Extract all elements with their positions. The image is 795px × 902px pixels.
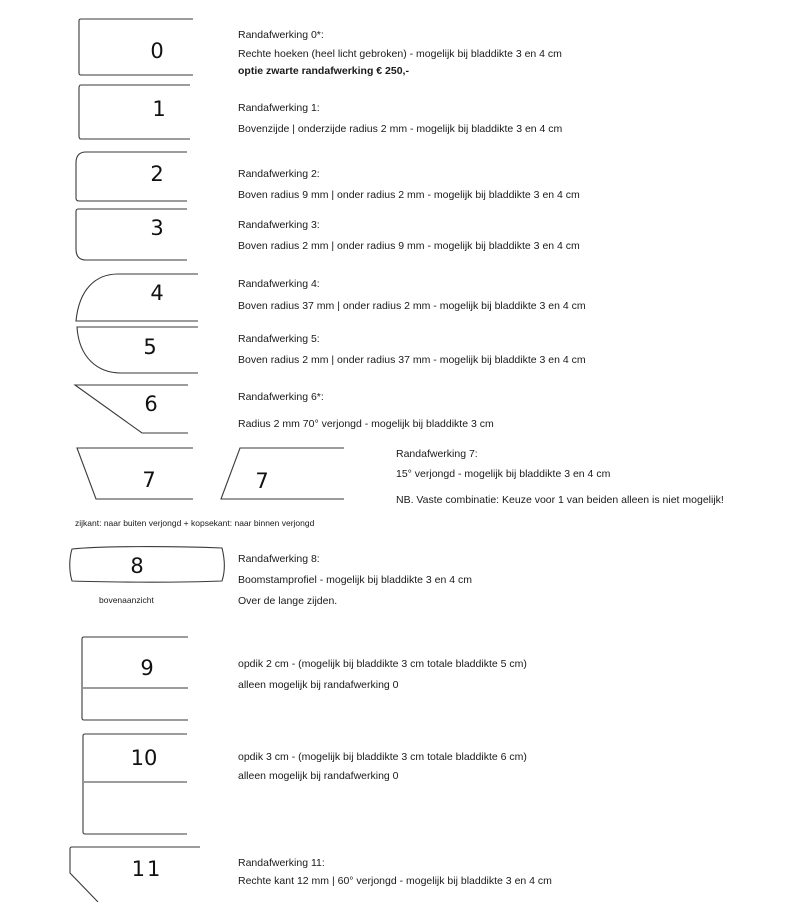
profile-1-description: Bovenzijde | onderzijde radius 2 mm - mogelijk bij bladdikte 3 en 4 cm <box>238 123 563 135</box>
profile-2-title: Randafwerking 2: <box>238 168 320 180</box>
profile-9-number: 9 <box>140 656 154 680</box>
profile-10-number: 10 <box>130 746 158 770</box>
profile-0-number: 0 <box>150 39 164 63</box>
profile-6-description: Radius 2 mm 70° verjongd - mogelijk bij bladdikte 3 cm <box>238 418 494 430</box>
profile-4-title: Randafwerking 4: <box>238 278 320 290</box>
profile-9-note: alleen mogelijk bij randafwerking 0 <box>238 679 399 691</box>
profile-8-caption: bovenaanzicht <box>99 595 154 605</box>
profile-3-title: Randafwerking 3: <box>238 219 320 231</box>
profile-8-title: Randafwerking 8: <box>238 553 320 565</box>
profile-7-note: NB. Vaste combinatie: Keuze voor 1 van beiden alleen is niet mogelijk! <box>396 494 724 506</box>
profile-5-description: Boven radius 2 mm | onder radius 37 mm - mogelijk bij bladdikte 3 en 4 cm <box>238 354 586 366</box>
profile-7b-number: 7 <box>255 469 269 493</box>
profile-6-title: Randafwerking 6*: <box>238 391 324 403</box>
profile-7-title: Randafwerking 7: <box>396 448 478 460</box>
profile-11-number: 11 <box>131 857 163 881</box>
profile-3-number: 3 <box>150 216 164 240</box>
profile-0-description: Rechte hoeken (heel licht gebroken) - mogelijk bij bladdikte 3 en 4 cm <box>238 48 562 60</box>
profile-8-description: Boomstamprofiel - mogelijk bij bladdikte 3 en 4 cm <box>238 574 473 586</box>
profile-1-number: 1 <box>152 97 166 121</box>
profile-1-title: Randafwerking 1: <box>238 102 320 114</box>
profile-7-head-outline <box>221 448 344 499</box>
profile-7-caption: zijkant: naar buiten verjongd + kopsekant: naar binnen verjongd <box>75 518 315 528</box>
profile-4-number: 4 <box>150 281 164 305</box>
profile-9-description: opdik 2 cm - (mogelijk bij bladdikte 3 cm totale bladdikte 5 cm) <box>238 658 527 670</box>
profile-11-title: Randafwerking 11: <box>238 857 325 869</box>
profile-10-note: alleen mogelijk bij randafwerking 0 <box>238 770 399 782</box>
profile-5-title: Randafwerking 5: <box>238 333 320 345</box>
profile-2-description: Boven radius 9 mm | onder radius 2 mm - mogelijk bij bladdikte 3 en 4 cm <box>238 189 580 201</box>
profile-5-number: 5 <box>143 335 157 359</box>
profile-2-number: 2 <box>150 162 164 186</box>
profile-10-description: opdik 3 cm - (mogelijk bij bladdikte 3 cm totale bladdikte 6 cm) <box>238 751 527 763</box>
profile-8-number: 8 <box>130 554 144 578</box>
profile-6-number: 6 <box>144 392 158 416</box>
profile-7-number: 7 <box>142 468 156 492</box>
profile-0-title: Randafwerking 0*: <box>238 29 324 41</box>
profile-0-option: optie zwarte randafwerking € 250,- <box>238 65 409 77</box>
profile-7-description: 15° verjongd - mogelijk bij bladdikte 3 en 4 cm <box>396 468 611 480</box>
profile-3-description: Boven radius 2 mm | onder radius 9 mm - mogelijk bij bladdikte 3 en 4 cm <box>238 240 580 252</box>
profile-11-description: Rechte kant 12 mm | 60° verjongd - mogelijk bij bladdikte 3 en 4 cm <box>238 875 552 887</box>
profile-4-description: Boven radius 37 mm | onder radius 2 mm - mogelijk bij bladdikte 3 en 4 cm <box>238 300 586 312</box>
profile-8-note: Over de lange zijden. <box>238 595 338 607</box>
